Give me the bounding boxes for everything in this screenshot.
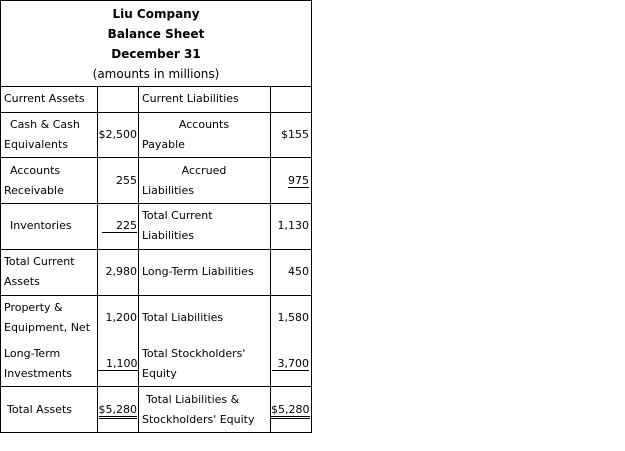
column-divider [0, 86, 1, 433]
accounts-receivable-label-line2: Receivable [4, 184, 64, 197]
total-current-assets-label-line1: Total Current [4, 255, 75, 268]
accounts-payable-label-line1: Accounts [178, 118, 230, 131]
accounts-payable-value: $155 [281, 128, 309, 141]
column-divider [138, 86, 139, 433]
long-term-liabilities-label: Long-Term Liabilities [142, 265, 254, 278]
row-divider [0, 157, 312, 158]
long-term-investments-label-line1: Long-Term [4, 347, 61, 360]
cash-label-line1: Cash & Cash [10, 118, 80, 131]
row-divider [0, 112, 312, 113]
total-current-liabilities-label-line2: Liabilities [142, 229, 194, 242]
ppe-label-line1: Property & [4, 301, 63, 314]
long-term-investments-value: 1,100 [98, 357, 138, 371]
total-liabilities-label: Total Liabilities [142, 311, 224, 324]
total-liabilities-equity-value: $5,280 [271, 403, 310, 419]
accounts-payable-label-line2: Payable [142, 138, 185, 151]
total-equity-label-line2: Equity [142, 367, 177, 380]
accounts-receivable-label-line1: Accounts [10, 164, 61, 177]
inventories-label: Inventories [10, 219, 72, 232]
total-assets-value: $5,280 [99, 403, 138, 419]
total-current-liabilities-label-line1: Total Current [142, 209, 213, 222]
accrued-liabilities-label-line2: Liabilities [142, 184, 194, 197]
row-divider [0, 295, 312, 296]
accrued-liabilities-label-line1: Accrued [181, 164, 227, 177]
row-divider [0, 203, 312, 204]
total-liabilities-equity-label-line2: Stockholders' Equity [142, 413, 255, 426]
company-name: Liu Company [112, 7, 200, 21]
row-divider [0, 86, 312, 87]
total-current-liabilities-value: 1,130 [277, 219, 309, 232]
row-divider [0, 249, 312, 250]
total-liabilities-value: 1,580 [277, 311, 309, 324]
row-divider [0, 386, 312, 387]
total-current-assets-value: 2,980 [105, 265, 137, 278]
total-liabilities-equity-label-line1: Total Liabilities & [146, 393, 240, 406]
sheet-header [0, 0, 312, 87]
accrued-liabilities-value: 975 [288, 174, 309, 187]
total-equity-label-line1: Total Stockholders' [142, 347, 246, 360]
accounts-receivable-value: 255 [116, 174, 137, 187]
long-term-investments-label-line2: Investments [4, 367, 73, 380]
current-liabilities-heading: Current Liabilities [142, 92, 239, 105]
statement-date: December 31 [111, 47, 201, 61]
ppe-value: 1,200 [105, 311, 137, 324]
ppe-label-line2: Equipment, Net [4, 321, 91, 334]
total-equity-value: 3,700 [272, 357, 310, 371]
long-term-liabilities-value: 450 [288, 265, 309, 278]
statement-units: (amounts in millions) [92, 67, 220, 81]
total-assets-label: Total Assets [7, 403, 72, 416]
cash-value: $2,500 [98, 128, 137, 141]
total-current-assets-label-line2: Assets [4, 275, 40, 288]
row-divider [0, 432, 312, 433]
statement-title: Balance Sheet [107, 27, 205, 41]
current-assets-heading: Current Assets [4, 92, 85, 105]
cash-label-line2: Equivalents [4, 138, 69, 151]
column-divider [311, 0, 312, 433]
balance-sheet-table [0, 0, 312, 433]
inventories-value: 225 [102, 219, 137, 233]
